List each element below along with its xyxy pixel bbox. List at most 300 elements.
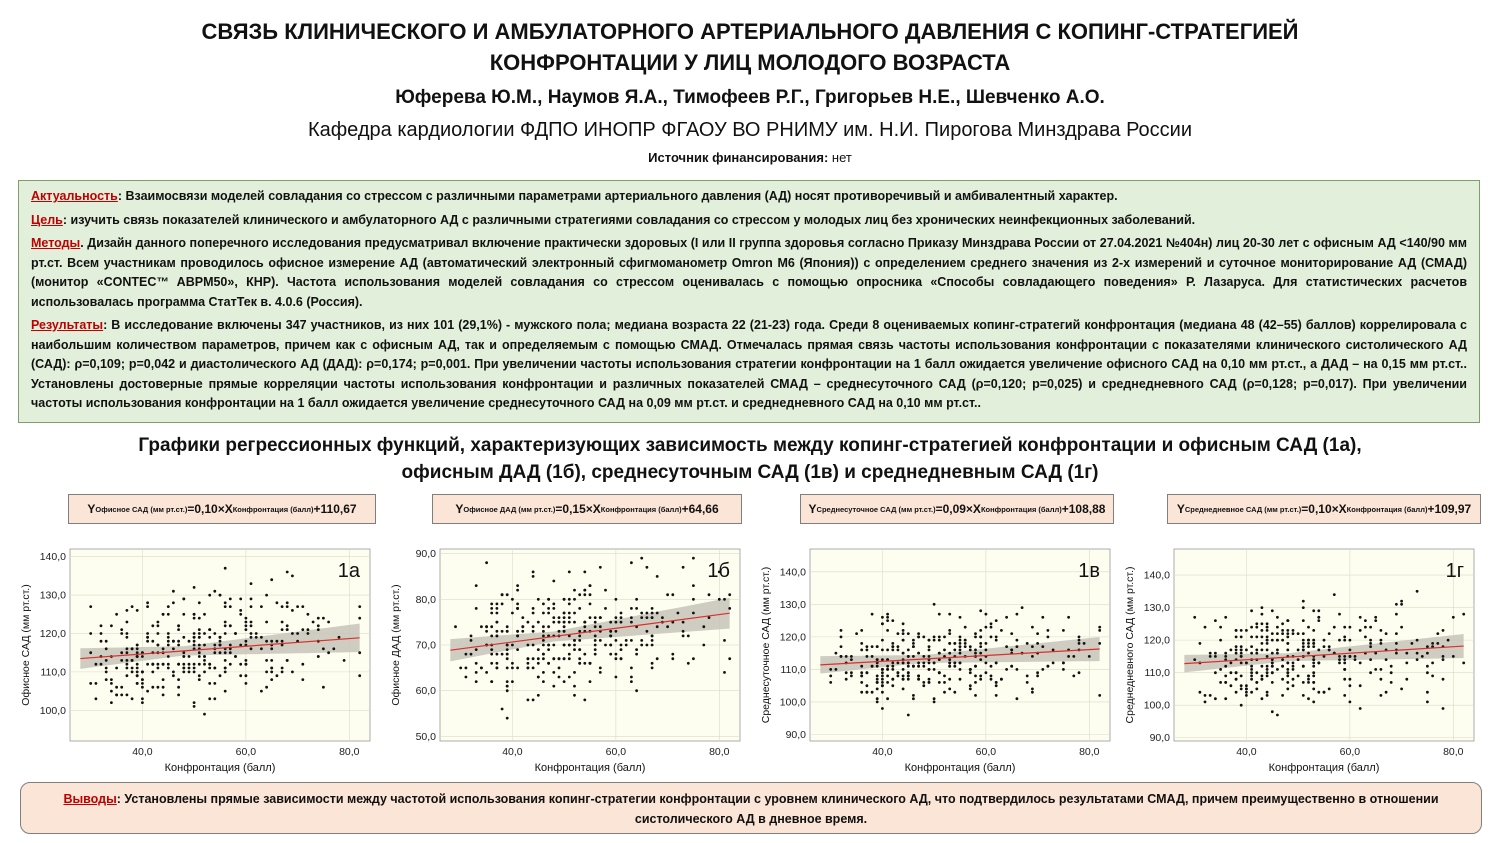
scatter-point — [886, 668, 889, 671]
scatter-point — [126, 636, 129, 639]
scatter-point — [496, 667, 499, 670]
scatter-point — [860, 691, 863, 694]
scatter-point — [1005, 645, 1008, 648]
scatter-point — [532, 571, 535, 574]
scatter-point — [948, 662, 951, 665]
scatter-point — [1343, 639, 1346, 642]
scatter-point — [979, 629, 982, 632]
scatter-point — [470, 653, 473, 656]
scatter-point — [1307, 681, 1310, 684]
scatter-point — [692, 657, 695, 660]
scatter-point — [1240, 652, 1243, 655]
scatter-point — [563, 598, 566, 601]
y-tick-label: 120,0 — [1143, 634, 1170, 647]
scatter-point — [229, 644, 232, 647]
scatter-point — [1292, 668, 1295, 671]
scatter-point — [1323, 645, 1326, 648]
scatter-point — [516, 635, 519, 638]
scatter-point — [594, 621, 597, 624]
scatter-point — [1302, 642, 1305, 645]
scatter-point — [1286, 642, 1289, 645]
scatter-point — [115, 694, 118, 697]
scatter-point — [1281, 622, 1284, 625]
scatter-point — [1266, 626, 1269, 629]
scatter-point — [943, 675, 946, 678]
scatter-point — [1250, 691, 1253, 694]
abstract-box — [18, 180, 1480, 423]
scatter-point — [1261, 636, 1264, 639]
scatter-point — [1083, 642, 1086, 645]
scatter-point — [578, 607, 581, 610]
scatter-point — [1193, 616, 1196, 619]
scatter-point — [881, 649, 884, 652]
scatter-point — [964, 642, 967, 645]
scatter-point — [568, 603, 571, 606]
scatter-point — [105, 671, 108, 674]
scatter-point — [876, 675, 879, 678]
scatter-point — [1026, 675, 1029, 678]
scatter-point — [651, 644, 654, 647]
scatter-point — [948, 665, 951, 668]
scatter-point — [1245, 684, 1248, 687]
scatter-point — [95, 697, 98, 700]
scatter-point — [151, 663, 154, 666]
scatter-point — [1442, 655, 1445, 658]
scatter-point — [568, 644, 571, 647]
scatter-point — [850, 655, 853, 658]
scatter-point — [1400, 600, 1403, 603]
scatter-point — [969, 688, 972, 691]
scatter-point — [928, 662, 931, 665]
scatter-point — [141, 655, 144, 658]
scatter-point — [485, 630, 488, 633]
scatter-point — [270, 667, 273, 670]
scatter-point — [1292, 629, 1295, 632]
scatter-point — [490, 680, 493, 683]
scatter-point — [286, 624, 289, 627]
scatter-point — [239, 613, 242, 616]
scatter-point — [1359, 684, 1362, 687]
scatter-point — [615, 676, 618, 679]
scatter-point — [907, 675, 910, 678]
scatter-point — [208, 697, 211, 700]
scatter-point — [537, 694, 540, 697]
scatter-point — [1235, 629, 1238, 632]
scatter-point — [89, 682, 92, 685]
scatter-point — [630, 621, 633, 624]
scatter-point — [1261, 629, 1264, 632]
x-tick-label: 60,0 — [235, 746, 257, 758]
aim-paragraph — [31, 211, 1467, 231]
scatter-point — [1235, 691, 1238, 694]
scatter-point — [255, 632, 258, 635]
scatter-point — [198, 628, 201, 631]
scatter-point — [146, 640, 149, 643]
y-tick-label: 120,0 — [39, 627, 66, 640]
scatter-point — [1442, 658, 1445, 661]
scatter-point — [1214, 655, 1217, 658]
scatter-point — [188, 640, 191, 643]
scatter-point — [1041, 616, 1044, 619]
y-tick-label: 140,0 — [779, 566, 806, 579]
scatter-point — [490, 648, 493, 651]
scatter-point — [897, 645, 900, 648]
scatter-point — [876, 697, 879, 700]
scatter-point — [656, 625, 659, 628]
scatter-point — [527, 662, 530, 665]
scatter-point — [198, 601, 201, 604]
scatter-point — [1266, 636, 1269, 639]
scatter-point — [1431, 642, 1434, 645]
scatter-point — [948, 688, 951, 691]
scatter-point — [953, 691, 956, 694]
scatter-point — [1286, 671, 1289, 674]
scatter-point — [897, 632, 900, 635]
scatter-point — [1261, 697, 1264, 700]
scatter-point — [542, 671, 545, 674]
scatter-point — [558, 616, 561, 619]
scatter-point — [301, 628, 304, 631]
scatter-point — [1416, 652, 1419, 655]
scatter-point — [239, 609, 242, 612]
scatter-point — [1369, 658, 1372, 661]
scatter-point — [100, 663, 103, 666]
scatter-point — [948, 613, 951, 616]
scatter-point — [835, 668, 838, 671]
scatter-point — [1098, 642, 1101, 645]
scatter-point — [1281, 665, 1284, 668]
scatter-point — [198, 617, 201, 620]
scatter-point — [1240, 636, 1243, 639]
scatter-point — [203, 632, 206, 635]
scatter-point — [886, 619, 889, 622]
scatter-point — [516, 603, 519, 606]
scatter-point — [1010, 632, 1013, 635]
scatter-point — [120, 651, 123, 654]
scatter-point — [177, 644, 180, 647]
scatter-point — [948, 678, 951, 681]
scatter-point — [1302, 645, 1305, 648]
scatter-point — [568, 621, 571, 624]
scatter-point — [1442, 678, 1445, 681]
scatter-point — [281, 671, 284, 674]
scatter-point — [1395, 613, 1398, 616]
x-tick-label: 80,0 — [1079, 746, 1100, 758]
scatter-point — [224, 601, 227, 604]
scatter-point — [922, 684, 925, 687]
scatter-point — [1204, 626, 1207, 629]
scatter-point — [511, 612, 514, 615]
relevance-text: : Взаимосвязи моделей совладания со стрессом с различными параметрами артериального давления (АД) носят противоречивый и амбивалентный характер. — [117, 189, 1118, 203]
scatter-point — [454, 625, 457, 628]
scatter-point — [979, 636, 982, 639]
scatter-point — [881, 675, 884, 678]
scatter-point — [1261, 649, 1264, 652]
scatter-point — [912, 694, 915, 697]
scatter-point — [110, 701, 113, 704]
scatter-point — [979, 658, 982, 661]
scatter-point — [281, 605, 284, 608]
scatter-point — [876, 678, 879, 681]
scatter-point — [193, 701, 196, 704]
scatter-point — [245, 628, 248, 631]
scatter-point — [141, 686, 144, 689]
scatter-point — [1369, 671, 1372, 674]
scatter-point — [1292, 665, 1295, 668]
scatter-point — [193, 644, 196, 647]
scatter-point — [651, 639, 654, 642]
scatter-point — [723, 671, 726, 674]
scatter-point — [131, 671, 134, 674]
scatter-point — [609, 653, 612, 656]
scatter-point — [270, 678, 273, 681]
scatter-point — [250, 624, 253, 627]
scatter-point — [1240, 649, 1243, 652]
scatter-point — [589, 616, 592, 619]
scatter-point — [537, 657, 540, 660]
y-axis-label: Офисное ДАД (мм рт.ст.) — [390, 584, 402, 706]
scatter-point — [1395, 603, 1398, 606]
scatter-point — [692, 557, 695, 560]
chart-1v — [754, 535, 1124, 777]
scatter-point — [89, 651, 92, 654]
scatter-point — [1266, 675, 1269, 678]
scatter-point — [245, 621, 248, 624]
scatter-point — [542, 653, 545, 656]
scatter-point — [552, 657, 555, 660]
scatter-point — [1317, 649, 1320, 652]
scatter-point — [891, 668, 894, 671]
scatter-point — [1271, 639, 1274, 642]
scatter-point — [1380, 642, 1383, 645]
scatter-point — [1271, 671, 1274, 674]
scatter-point — [635, 689, 638, 692]
scatter-point — [583, 589, 586, 592]
scatter-point — [245, 682, 248, 685]
y-tick-label: 90,0 — [415, 548, 436, 561]
eq-y-sub: Среднедневное САД (мм рт.ст.) — [1184, 504, 1302, 514]
scatter-point — [1240, 629, 1243, 632]
scatter-point — [578, 662, 581, 665]
scatter-point — [286, 571, 289, 574]
scatter-point — [146, 636, 149, 639]
scatter-point — [260, 647, 263, 650]
scatter-point — [609, 621, 612, 624]
scatter-point — [1098, 626, 1101, 629]
scatter-point — [702, 644, 705, 647]
scatter-point — [516, 630, 519, 633]
scatter-point — [105, 659, 108, 662]
scatter-point — [182, 636, 185, 639]
scatter-point — [563, 644, 566, 647]
scatter-point — [866, 649, 869, 652]
scatter-point — [1000, 678, 1003, 681]
scatter-point — [1297, 675, 1300, 678]
scatter-point — [470, 635, 473, 638]
scatter-point — [188, 671, 191, 674]
scatter-point — [322, 647, 325, 650]
scatter-point — [532, 699, 535, 702]
scatter-point — [1302, 665, 1305, 668]
scatter-point — [136, 655, 139, 658]
scatter-point — [1452, 616, 1455, 619]
scatter-point — [578, 593, 581, 596]
scatter-point — [840, 629, 843, 632]
y-tick-label: 90,0 — [785, 728, 806, 741]
scatter-point — [239, 598, 242, 601]
scatter-point — [860, 671, 863, 674]
scatter-point — [151, 624, 154, 627]
eq-x-sub: Конфронтация (балл) — [232, 504, 314, 514]
scatter-point — [193, 705, 196, 708]
scatter-point — [1390, 671, 1393, 674]
scatter-point — [1250, 652, 1253, 655]
scatter-point — [959, 662, 962, 665]
scatter-point — [120, 694, 123, 697]
chart-1b-svg — [384, 535, 754, 777]
scatter-point — [974, 636, 977, 639]
scatter-point — [151, 640, 154, 643]
scatter-point — [682, 635, 685, 638]
scatter-point — [1317, 616, 1320, 619]
scatter-point — [126, 674, 129, 677]
scatter-point — [270, 671, 273, 674]
scatter-point — [276, 640, 279, 643]
scatter-point — [1338, 662, 1341, 665]
scatter-point — [490, 612, 493, 615]
scatter-point — [1261, 642, 1264, 645]
scatter-point — [990, 678, 993, 681]
scatter-point — [969, 684, 972, 687]
scatter-point — [162, 694, 165, 697]
scatter-point — [594, 644, 597, 647]
scatter-point — [250, 621, 253, 624]
scatter-point — [511, 598, 514, 601]
scatter-point — [172, 640, 175, 643]
x-axis-label: Конфронтация (балл) — [904, 762, 1016, 774]
scatter-point — [718, 598, 721, 601]
scatter-point — [594, 625, 597, 628]
scatter-point — [470, 639, 473, 642]
scatter-point — [1041, 668, 1044, 671]
scatter-point — [1338, 613, 1341, 616]
scatter-point — [496, 662, 499, 665]
scatter-point — [1426, 665, 1429, 668]
scatter-point — [568, 571, 571, 574]
scatter-point — [886, 665, 889, 668]
scatter-point — [881, 622, 884, 625]
scatter-point — [1214, 697, 1217, 700]
scatter-point — [599, 639, 602, 642]
scatter-point — [1302, 681, 1305, 684]
scatter-point — [465, 653, 468, 656]
scatter-point — [943, 681, 946, 684]
scatter-point — [640, 639, 643, 642]
scatter-point — [687, 662, 690, 665]
scatter-point — [162, 663, 165, 666]
scatter-point — [995, 619, 998, 622]
scatter-point — [224, 605, 227, 608]
scatter-point — [490, 662, 493, 665]
scatter-point — [115, 686, 118, 689]
scatter-point — [1255, 652, 1258, 655]
eq-y: Y — [1176, 502, 1185, 516]
scatter-point — [475, 584, 478, 587]
scatter-point — [239, 674, 242, 677]
scatter-point — [1000, 629, 1003, 632]
scatter-point — [167, 655, 170, 658]
scatter-point — [537, 676, 540, 679]
scatter-point — [990, 675, 993, 678]
scatter-point — [532, 630, 535, 633]
scatter-point — [1442, 707, 1445, 710]
scatter-point — [1016, 697, 1019, 700]
scatter-point — [501, 593, 504, 596]
scatter-point — [1286, 629, 1289, 632]
scatter-point — [157, 667, 160, 670]
scatter-point — [1062, 668, 1065, 671]
scatter-point — [506, 648, 509, 651]
scatter-point — [891, 649, 894, 652]
scatter-point — [907, 655, 910, 658]
results-text: : В исследование включены 347 участников, из них 101 (29,1%) - мужского пола; медиана возраста 22 (21-23) года. Среди 8 оцениваемых копинг-стратегий конфронтация (медиана 48 (42–55) баллов) коррелировала с наибольшим количеством параметров, причем как с офисным АД, так и определяемым с помощью СМАД. Отмечалась прямая связь частоты использования конфронтации с показателями клинического систолического АД (САД): ρ=0,109; p=0,042 и диастолического АД (ДАД): ρ=0,174; p=0,001. При увеличении частоты использования стратегии конфронтации на 1 балл ожидается увеличение офисного САД на 0,10 мм рт.ст., а ДАД – на 0,15 мм рт.ст.. Установлены достоверные прямые корреляции частоты использования конфронтации и различных показателей СМАД – среднесуточного САД (ρ=0,120; p=0,025) и среднедневного САД (ρ=0,128; p=0,017). При увеличении частоты использования конфронтации на 1 балл ожидается увеличение среднесуточного САД на 0,09 мм рт.ст. и среднедневного САД на 0,10 мм рт.ст.. — [31, 318, 1467, 410]
y-tick-label: 140,0 — [1143, 569, 1170, 582]
scatter-point — [646, 616, 649, 619]
y-axis-label: Офисное САД (мм рт.ст.) — [20, 584, 32, 706]
scatter-point — [552, 644, 555, 647]
scatter-point — [928, 649, 931, 652]
scatter-point — [871, 655, 874, 658]
scatter-point — [219, 594, 222, 597]
scatter-point — [871, 691, 874, 694]
scatter-point — [1302, 600, 1305, 603]
scatter-point — [1436, 642, 1439, 645]
scatter-point — [604, 589, 607, 592]
scatter-point — [496, 653, 499, 656]
scatter-point — [219, 651, 222, 654]
eq-y-sub: Офисное САД (мм рт.ст.) — [95, 504, 188, 514]
scatter-point — [506, 593, 509, 596]
scatter-point — [270, 578, 273, 581]
scatter-point — [552, 616, 555, 619]
eq-y-sub: Офисное ДАД (мм рт.ст.) — [463, 504, 556, 514]
scatter-point — [573, 644, 576, 647]
scatter-point — [167, 636, 170, 639]
scatter-point — [552, 603, 555, 606]
scatter-point — [1219, 626, 1222, 629]
scatter-point — [990, 665, 993, 668]
scatter-point — [151, 686, 154, 689]
scatter-point — [126, 694, 129, 697]
scatter-point — [578, 639, 581, 642]
scatter-point — [1302, 619, 1305, 622]
scatter-point — [907, 665, 910, 668]
scatter-point — [573, 589, 576, 592]
scatter-point — [501, 653, 504, 656]
eq-y: Y — [455, 502, 464, 516]
scatter-point — [640, 612, 643, 615]
scatter-point — [1199, 691, 1202, 694]
scatter-point — [609, 630, 612, 633]
scatter-point — [1062, 629, 1065, 632]
scatter-point — [578, 657, 581, 660]
scatter-point — [1333, 593, 1336, 596]
scatter-point — [490, 625, 493, 628]
scatter-point — [881, 668, 884, 671]
scatter-point — [317, 628, 320, 631]
scatter-point — [1416, 658, 1419, 661]
y-tick-label: 110,0 — [780, 663, 806, 676]
